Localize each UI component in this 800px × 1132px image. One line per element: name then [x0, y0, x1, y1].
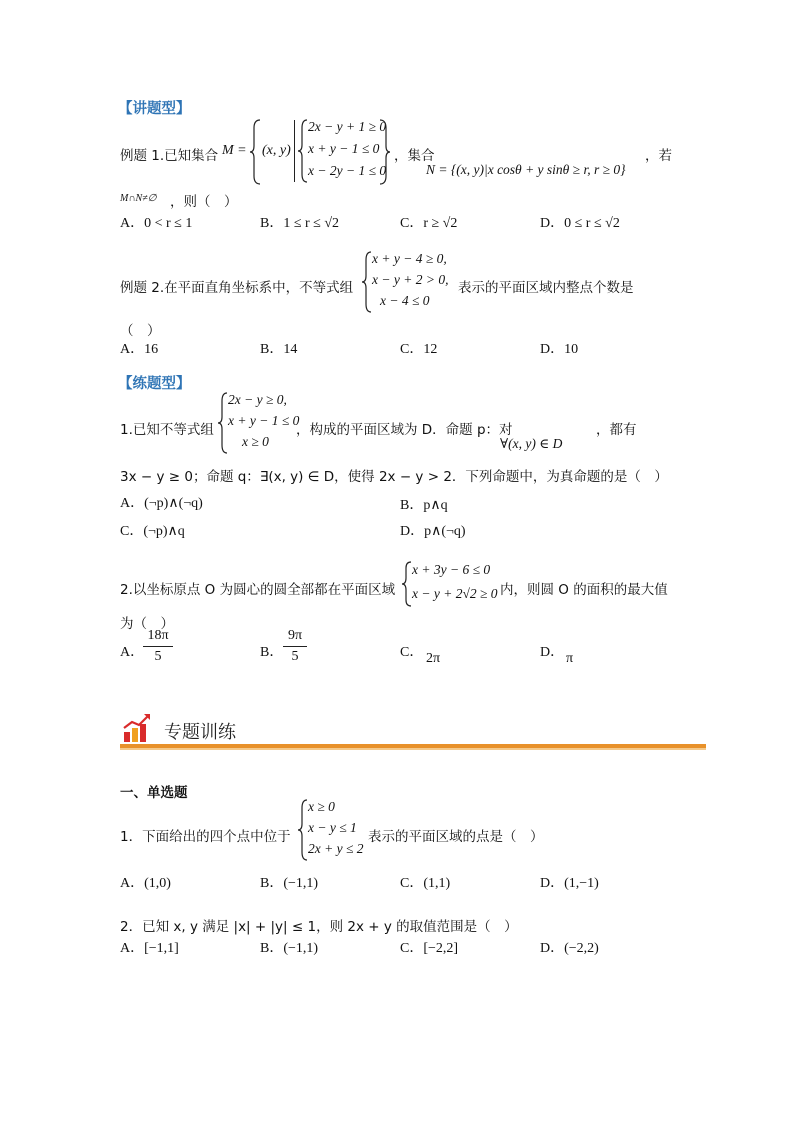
q1-sys-line-1: x ≥ 0 [308, 799, 335, 814]
ex1-outer-brace-right [378, 118, 390, 186]
q2-option-b[interactable]: B．(−1,1) [260, 941, 319, 956]
p1-prefix: 1.已知不等式组 [120, 422, 214, 438]
ex2-option-c[interactable]: C．12 [400, 342, 438, 357]
ex2-option-b[interactable]: B．14 [260, 342, 298, 357]
p2-option-b-fraction [283, 628, 307, 665]
q1-brace [298, 798, 308, 862]
p2-option-d-value: π [566, 651, 574, 666]
q1-suffix: 表示的平面区域的点是（ ） [368, 829, 544, 845]
ex1-ze: ，则（ ） [170, 194, 238, 210]
p1-system [228, 391, 298, 455]
ex1-bar [294, 120, 295, 182]
ex1-sys-line-1: 2x − y + 1 ≥ 0 [308, 119, 387, 134]
ex1-sys-line-3: x − 2y − 1 ≤ 0 [308, 163, 387, 178]
p2-sys-line-2: x − y + 2√2 ≥ 0 [412, 586, 498, 601]
ex1-prefix: 例题 1.已知集合 [120, 148, 219, 164]
p1-forall: ∀(x, y) ∈ D [500, 436, 563, 451]
ex2-suffix: 表示的平面区域内整点个数是 [458, 280, 634, 296]
q2-option-c[interactable]: C．[−2,2] [400, 941, 459, 956]
p1-sys-line-3: x ≥ 0 [242, 434, 269, 449]
p1-sys-line-1: 2x − y ≥ 0, [228, 392, 287, 407]
q2-option-d[interactable]: D．(−2,2) [540, 941, 599, 956]
q1-option-d[interactable]: D．(1,−1) [540, 876, 599, 891]
q1-sys-line-2: x − y ≤ 1 [308, 820, 357, 835]
ex1-N-set: N = {(x, y)|x cosθ + y sinθ ≥ r, r ≥ 0} [426, 162, 626, 177]
p2-brace [402, 560, 412, 608]
section-heading-jiang: 【讲题型】 [118, 101, 191, 117]
ex1-inner-brace [298, 118, 308, 184]
q1-option-a[interactable]: A．(1,0) [120, 876, 171, 891]
ex2-sys-line-1: x + y − 4 ≥ 0, [372, 251, 447, 266]
p1-dou: ，都有 [596, 422, 637, 438]
p1-option-a[interactable]: A．(¬p)∧(¬q) [120, 496, 203, 511]
banner-underline-shadow [120, 748, 706, 750]
p2-option-a-fraction [143, 628, 173, 665]
bar-chart-trend-icon [122, 712, 154, 744]
p2-system [412, 560, 502, 608]
single-choice-heading: 一、单选题 [120, 785, 188, 801]
p1-mid: ，构成的平面区域为 D．命题 p：对 [296, 422, 513, 438]
p1-option-c[interactable]: C．(¬p)∧q [120, 524, 185, 539]
p2-option-a-den: 5 [154, 649, 162, 664]
ex1-ruo: ，若 [645, 148, 672, 164]
q1-option-b[interactable]: B．(−1,1) [260, 876, 319, 891]
p2-option-d-label[interactable]: D． [540, 645, 565, 660]
ex1-pair: (x, y) [262, 143, 291, 158]
ex2-paren: （ ） [120, 323, 161, 339]
p2-option-b-bar [283, 646, 307, 647]
section-heading-lian: 【练题型】 [118, 376, 191, 392]
p2-option-b-num: 9π [287, 628, 303, 643]
p1-sys-line-2: x + y − 1 ≤ 0 [228, 413, 300, 428]
ex1-condition: M∩N≠∅ [120, 193, 157, 204]
q1-sys-line-3: 2x + y ≤ 2 [308, 841, 364, 856]
ex2-sys-line-2: x − y + 2 > 0, [372, 272, 449, 287]
ex1-sys-line-2: x + y − 1 ≤ 0 [308, 141, 380, 156]
p2-option-a-bar [143, 646, 173, 647]
q1-system [308, 798, 368, 862]
p2-prefix: 2.以坐标原点 O 为圆心的圆全部都在平面区域 [120, 582, 396, 598]
p2-option-b-label[interactable]: B． [260, 645, 284, 660]
ex1-option-c[interactable]: C．r ≥ √2 [400, 216, 458, 231]
p2-option-b-den: 5 [291, 649, 299, 664]
q2-text: 2．已知 x, y 满足 |x| + |y| ≤ 1，则 2x + y 的取值范围是（ ） [120, 919, 518, 935]
ex1-option-d[interactable]: D．0 ≤ r ≤ √2 [540, 216, 620, 231]
q2-option-a[interactable]: A．[−1,1] [120, 941, 179, 956]
p1-option-d[interactable]: D．p∧(¬q) [400, 524, 466, 539]
ex2-prefix: 例题 2.在平面直角坐标系中，不等式组 [120, 280, 354, 296]
p2-option-c-label[interactable]: C． [400, 645, 424, 660]
banner-title: 专题训练 [164, 722, 236, 743]
ex1-option-a[interactable]: A．0 < r ≤ 1 [120, 216, 193, 231]
p1-line2: 3x − y ≥ 0；命题 q：∃(x, y) ∈ D，使得 2x − y > 2．下列命题中，为真命题的是（ ） [120, 469, 668, 485]
ex1-M-eq: M = [222, 143, 247, 158]
p2-line2: 为（ ） [120, 616, 174, 632]
ex2-sys-line-3: x − 4 ≤ 0 [380, 293, 430, 308]
q1-option-c[interactable]: C．(1,1) [400, 876, 451, 891]
p2-option-c-value: 2π [426, 651, 441, 666]
p1-brace [218, 391, 228, 455]
ex2-brace [362, 250, 372, 314]
p2-option-a-label[interactable]: A． [120, 645, 145, 660]
ex2-option-a[interactable]: A．16 [120, 342, 159, 357]
p1-option-b[interactable]: B．p∧q [400, 498, 448, 513]
ex2-system [372, 250, 452, 314]
p2-suffix: 内，则圆 O 的面积的最大值 [500, 582, 668, 598]
p2-sys-line-1: x + 3y − 6 ≤ 0 [412, 562, 491, 577]
ex2-option-d[interactable]: D．10 [540, 342, 579, 357]
ex1-option-b[interactable]: B．1 ≤ r ≤ √2 [260, 216, 340, 231]
ex1-system [308, 118, 388, 184]
p2-option-a-num: 18π [147, 628, 169, 643]
q1-prefix: 1．下面给出的四个点中位于 [120, 829, 291, 845]
ex1-outer-brace-left [250, 118, 262, 186]
ex1-mid: ，集合 [394, 148, 435, 164]
